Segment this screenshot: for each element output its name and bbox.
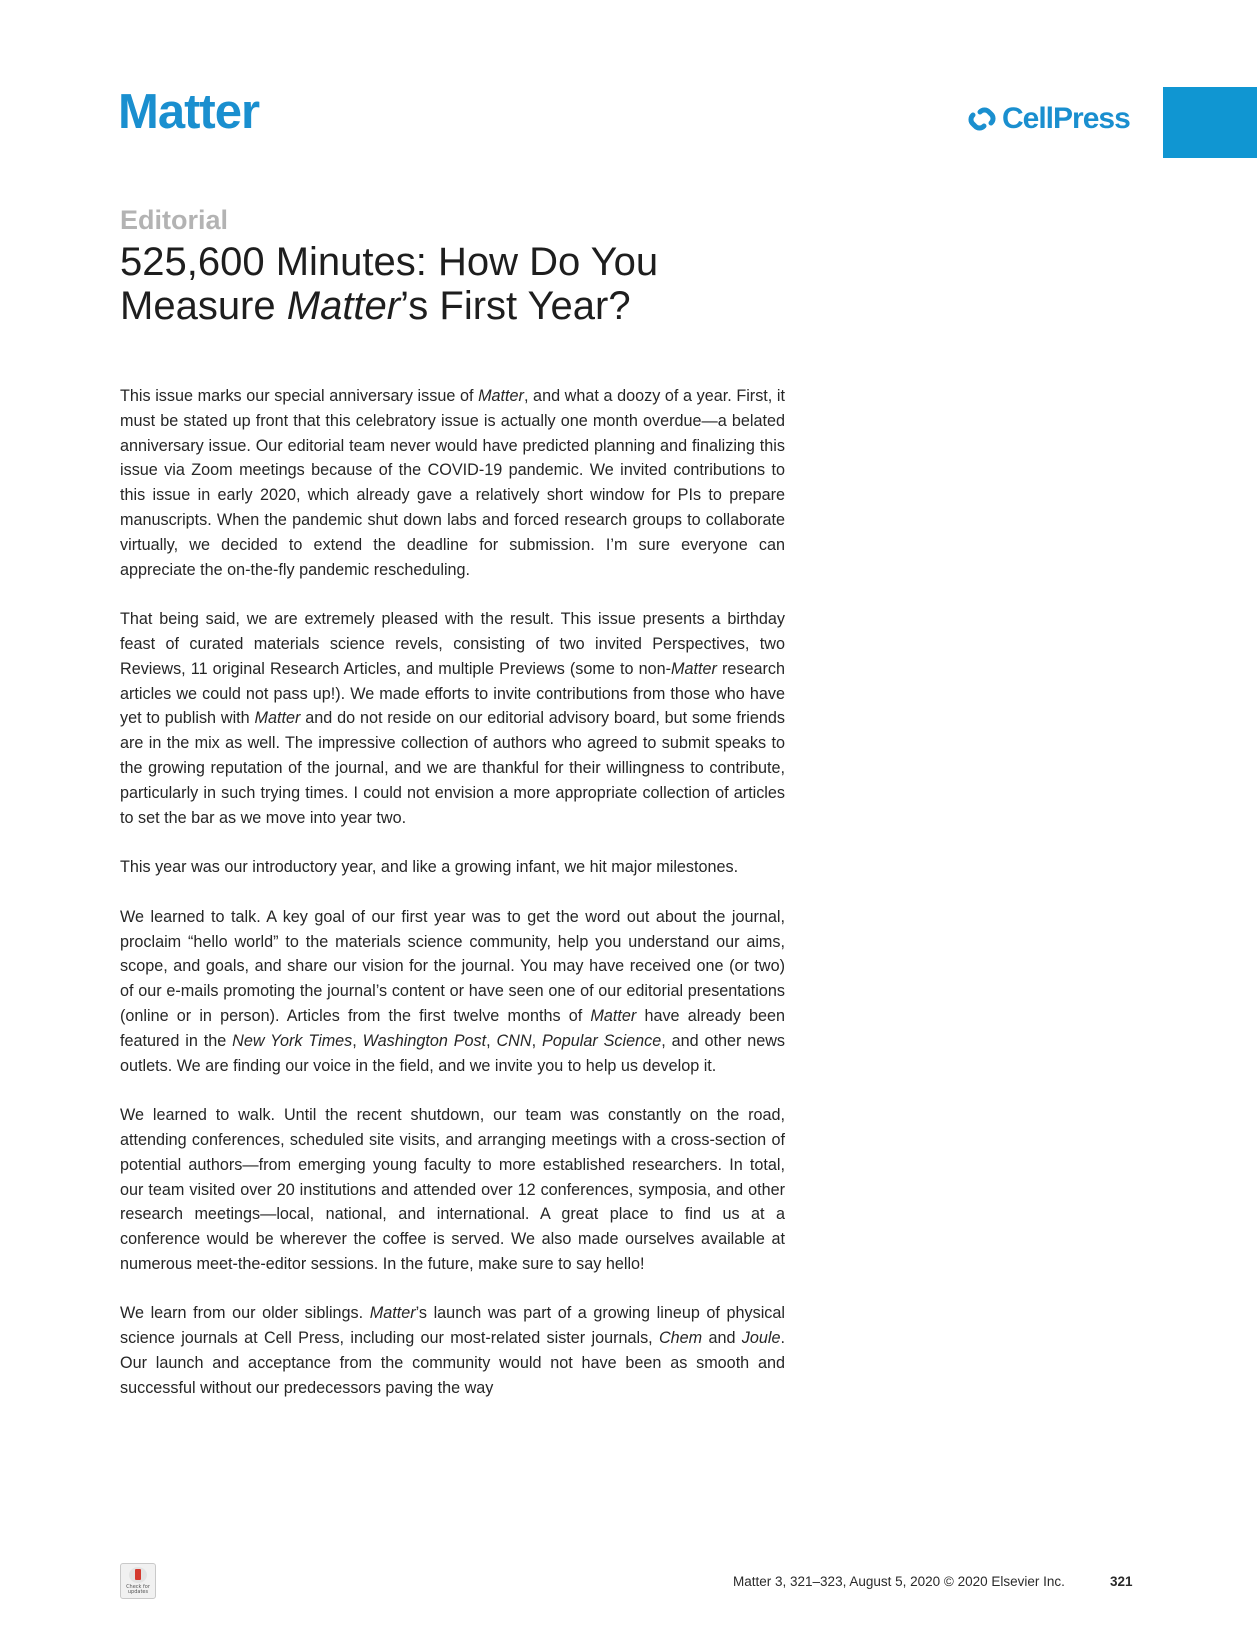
body-paragraph: [120, 384, 785, 582]
text-run: , and what a doozy of a year. First, it must be stated up front that this celebratory issue is actually one month overdue—a belated anniversary issue. Our editorial team never would have predicted planning and finalizing this issue via Zoom meetings because of the COVID-19 pandemic. We invited contributions to this issue in early 2020, which already gave a relatively short window for PIs to prepare manuscripts. When the pandemic shut down labs and forced research groups to collaborate virtually, we decided to extend the deadline for submission. I’m sure everyone can appreciate the on-the-fly pandemic rescheduling.: [120, 387, 785, 579]
page-number: 321: [1110, 1574, 1133, 1589]
text-run: ,: [352, 1031, 363, 1050]
title-journal-italic: Matter: [286, 284, 401, 328]
text-run: ,: [486, 1031, 497, 1050]
body-paragraph: [120, 1301, 785, 1400]
italic-run: Matter: [254, 709, 301, 728]
italic-run: Joule: [741, 1329, 781, 1348]
journal-logo: Matter: [118, 85, 260, 139]
text-run: ’s launch was part of a growing lineup of physical science journals at Cell Press, including our most-related sister journals,: [120, 1304, 785, 1348]
text-run: We learned to walk. Until the recent shutdown, our team was constantly on the road, attending conferences, scheduled site visits, and arranging meetings with a cross-section of potential authors—from emerging young faculty to more established researchers. In total, our team visited over 20 institutions and attended over 12 conferences, symposia, and other research meetings—local, national, and international. A great place to find us at a conference would be wherever the coffee is served. We also made ourselves available at numerous meet-the-editor sessions. In the future, make sure to say hello!: [120, 1106, 785, 1273]
text-run: and: [702, 1329, 742, 1348]
text-run: . Our launch and acceptance from the community would not have been as smooth and successful without our predecessors paving the way: [120, 1329, 785, 1397]
text-run: That being said, we are extremely pleased with the result. This issue presents a birthday feast of curated materials science revels, consisting of two invited Perspectives, two Reviews, 11 original Research Articles, and multiple Previews (some to non-: [120, 610, 785, 678]
publisher-logo[interactable]: [966, 104, 1130, 134]
article-body: [120, 384, 785, 1401]
check-for-updates-label: Check for updates: [126, 1584, 150, 1595]
italic-run: Matter: [369, 1304, 416, 1323]
italic-run: Matter: [671, 659, 717, 678]
footer-citation: Matter 3, 321–323, August 5, 2020 © 2020 Elsevier Inc.: [733, 1574, 1065, 1589]
article-type-label: Editorial: [120, 205, 229, 235]
title-line-2-end: ’s First Year?: [400, 284, 631, 328]
corner-color-tab: [1163, 87, 1257, 158]
body-paragraph: [120, 1103, 785, 1277]
title-line-2-start: Measure: [120, 284, 287, 328]
text-run: ,: [531, 1031, 542, 1050]
body-paragraph: [120, 905, 785, 1079]
text-run: We learn from our older siblings.: [120, 1304, 370, 1323]
cellpress-chain-icon: [966, 104, 998, 134]
italic-run: CNN: [496, 1031, 532, 1050]
text-run: have already been featured in the: [120, 1006, 785, 1050]
italic-run: New York Times: [232, 1031, 353, 1050]
text-run: research articles we could not pass up!). We made efforts to invite contributions from those who have yet to publish with: [120, 659, 785, 728]
italic-run: Matter: [590, 1006, 637, 1025]
text-run: This year was our introductory year, and like a growing infant, we hit major milestones.: [120, 858, 739, 877]
italic-run: Chem: [658, 1329, 703, 1348]
text-run: We learned to talk. A key goal of our first year was to get the word out about the journal, proclaim “hello world” to the materials science community, help you understand our aims, scope, and goals, and share our vision for the journal. You may have received one (or two) of our e-mails promoting the journal’s content or have seen one of our editorial presentations (online or in person). Articles from the first twelve months of: [120, 907, 785, 1025]
crossmark-icon: [129, 1567, 147, 1583]
italic-run: Matter: [478, 387, 524, 405]
text-run: and do not reside on our editorial advisory board, but some friends are in the mix as well. The impressive collection of authors who agreed to submit speaks to the growing reputation of the journal, and we are thankful for their willingness to contribute, particularly in such trying times. I could not envision a more appropriate collection of articles to set the bar as we move into year two.: [120, 709, 785, 827]
body-paragraph: [120, 855, 785, 880]
body-paragraph: [120, 607, 785, 830]
text-run: , and other news outlets. We are finding our voice in the field, and we invite you to help us develop it.: [120, 1031, 786, 1075]
publisher-name: CellPress: [1002, 102, 1130, 135]
text-run: This issue marks our special anniversary issue of: [120, 387, 479, 405]
article-title: [120, 240, 820, 328]
check-for-updates-badge[interactable]: [120, 1563, 156, 1599]
italic-run: Popular Science: [541, 1031, 662, 1050]
italic-run: Washington Post: [362, 1031, 487, 1050]
title-line-1: 525,600 Minutes: How Do You: [120, 240, 659, 284]
